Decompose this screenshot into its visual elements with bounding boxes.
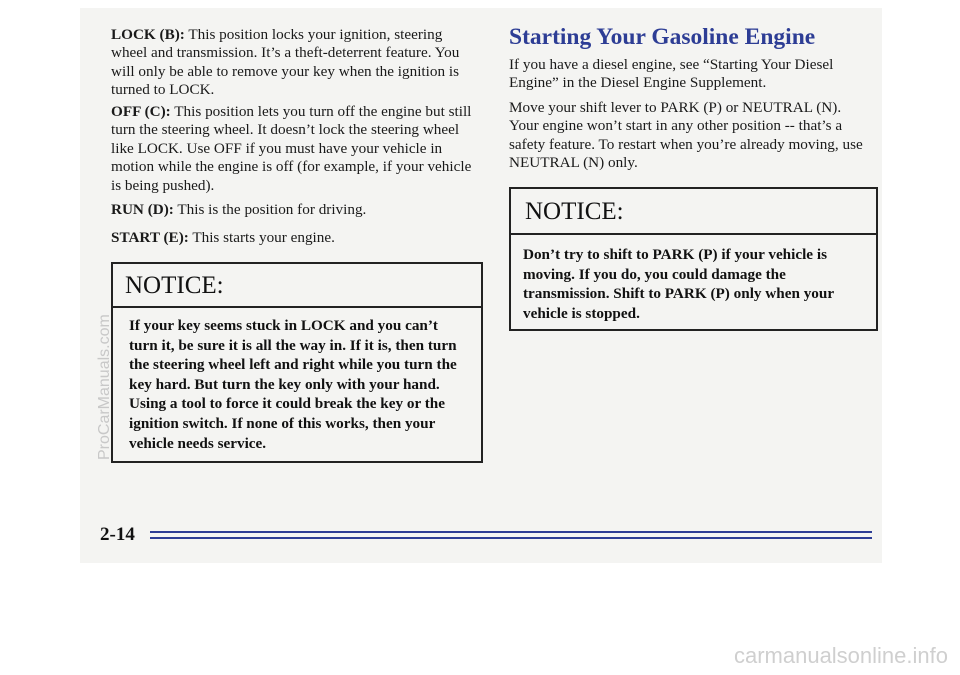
notice-body: If your key seems stuck in LOCK and you can’t turn it, be sure it is all the way in. If it is, then turn the steering wheel left and right while you turn the key hard. But turn the key only with your hand. Using a tool to force it could break the key or the ignition switch. If none of this works, then your vehicle needs service. xyxy=(129,317,457,452)
footer-rule-top xyxy=(150,531,872,533)
run-paragraph xyxy=(111,201,476,219)
page-number: 2-14 xyxy=(100,524,135,545)
side-watermark: ProCarManuals.com xyxy=(96,314,113,460)
off-text: This position lets you turn off the engine but still turn the steering wheel. It doesn’t lock the steering wheel like LOCK. Use OFF if you must have your vehicle in motion while the engine is off (for example, if your vehicle is being pushed). xyxy=(111,103,472,194)
start-text: This starts your engine. xyxy=(188,229,335,246)
ignition-notice-box xyxy=(111,262,483,463)
start-label: START (E): xyxy=(111,229,189,246)
lock-text: This position locks your ignition, steering wheel and transmission. It’s a theft-deterrent feature. You will only be able to remove your key when the ignition is turned to LOCK. xyxy=(111,26,460,99)
bottom-watermark: carmanualsonline.info xyxy=(733,643,948,668)
footer-rule-bottom xyxy=(150,537,872,539)
run-label: RUN (D): xyxy=(111,201,174,218)
lock-paragraph xyxy=(111,26,476,100)
shift-paragraph: Move your shift lever to PARK (P) or NEUTRAL (N). Your engine won’t start in any other position -- that’s a safety feature. To restart when you’re already moving, use NEUTRAL (N) only. xyxy=(509,99,863,172)
lock-label: LOCK (B): xyxy=(111,26,185,43)
diesel-paragraph: If you have a diesel engine, see “Starting Your Diesel Engine” in the Diesel Engine Supplement. xyxy=(509,56,834,92)
run-text: This is the position for driving. xyxy=(173,201,367,218)
notice-title: NOTICE: xyxy=(113,264,481,308)
section-heading: Starting Your Gasoline Engine xyxy=(509,24,816,50)
notice-body: Don’t try to shift to PARK (P) if your vehicle is moving. If you do, you could damage the transmission. Shift to PARK (P) only when your vehicle is stopped. xyxy=(523,246,834,322)
notice-title: NOTICE: xyxy=(511,189,876,235)
off-label: OFF (C): xyxy=(111,103,171,120)
start-paragraph xyxy=(111,229,476,247)
shift-notice-box xyxy=(509,187,878,331)
off-paragraph xyxy=(111,103,476,195)
